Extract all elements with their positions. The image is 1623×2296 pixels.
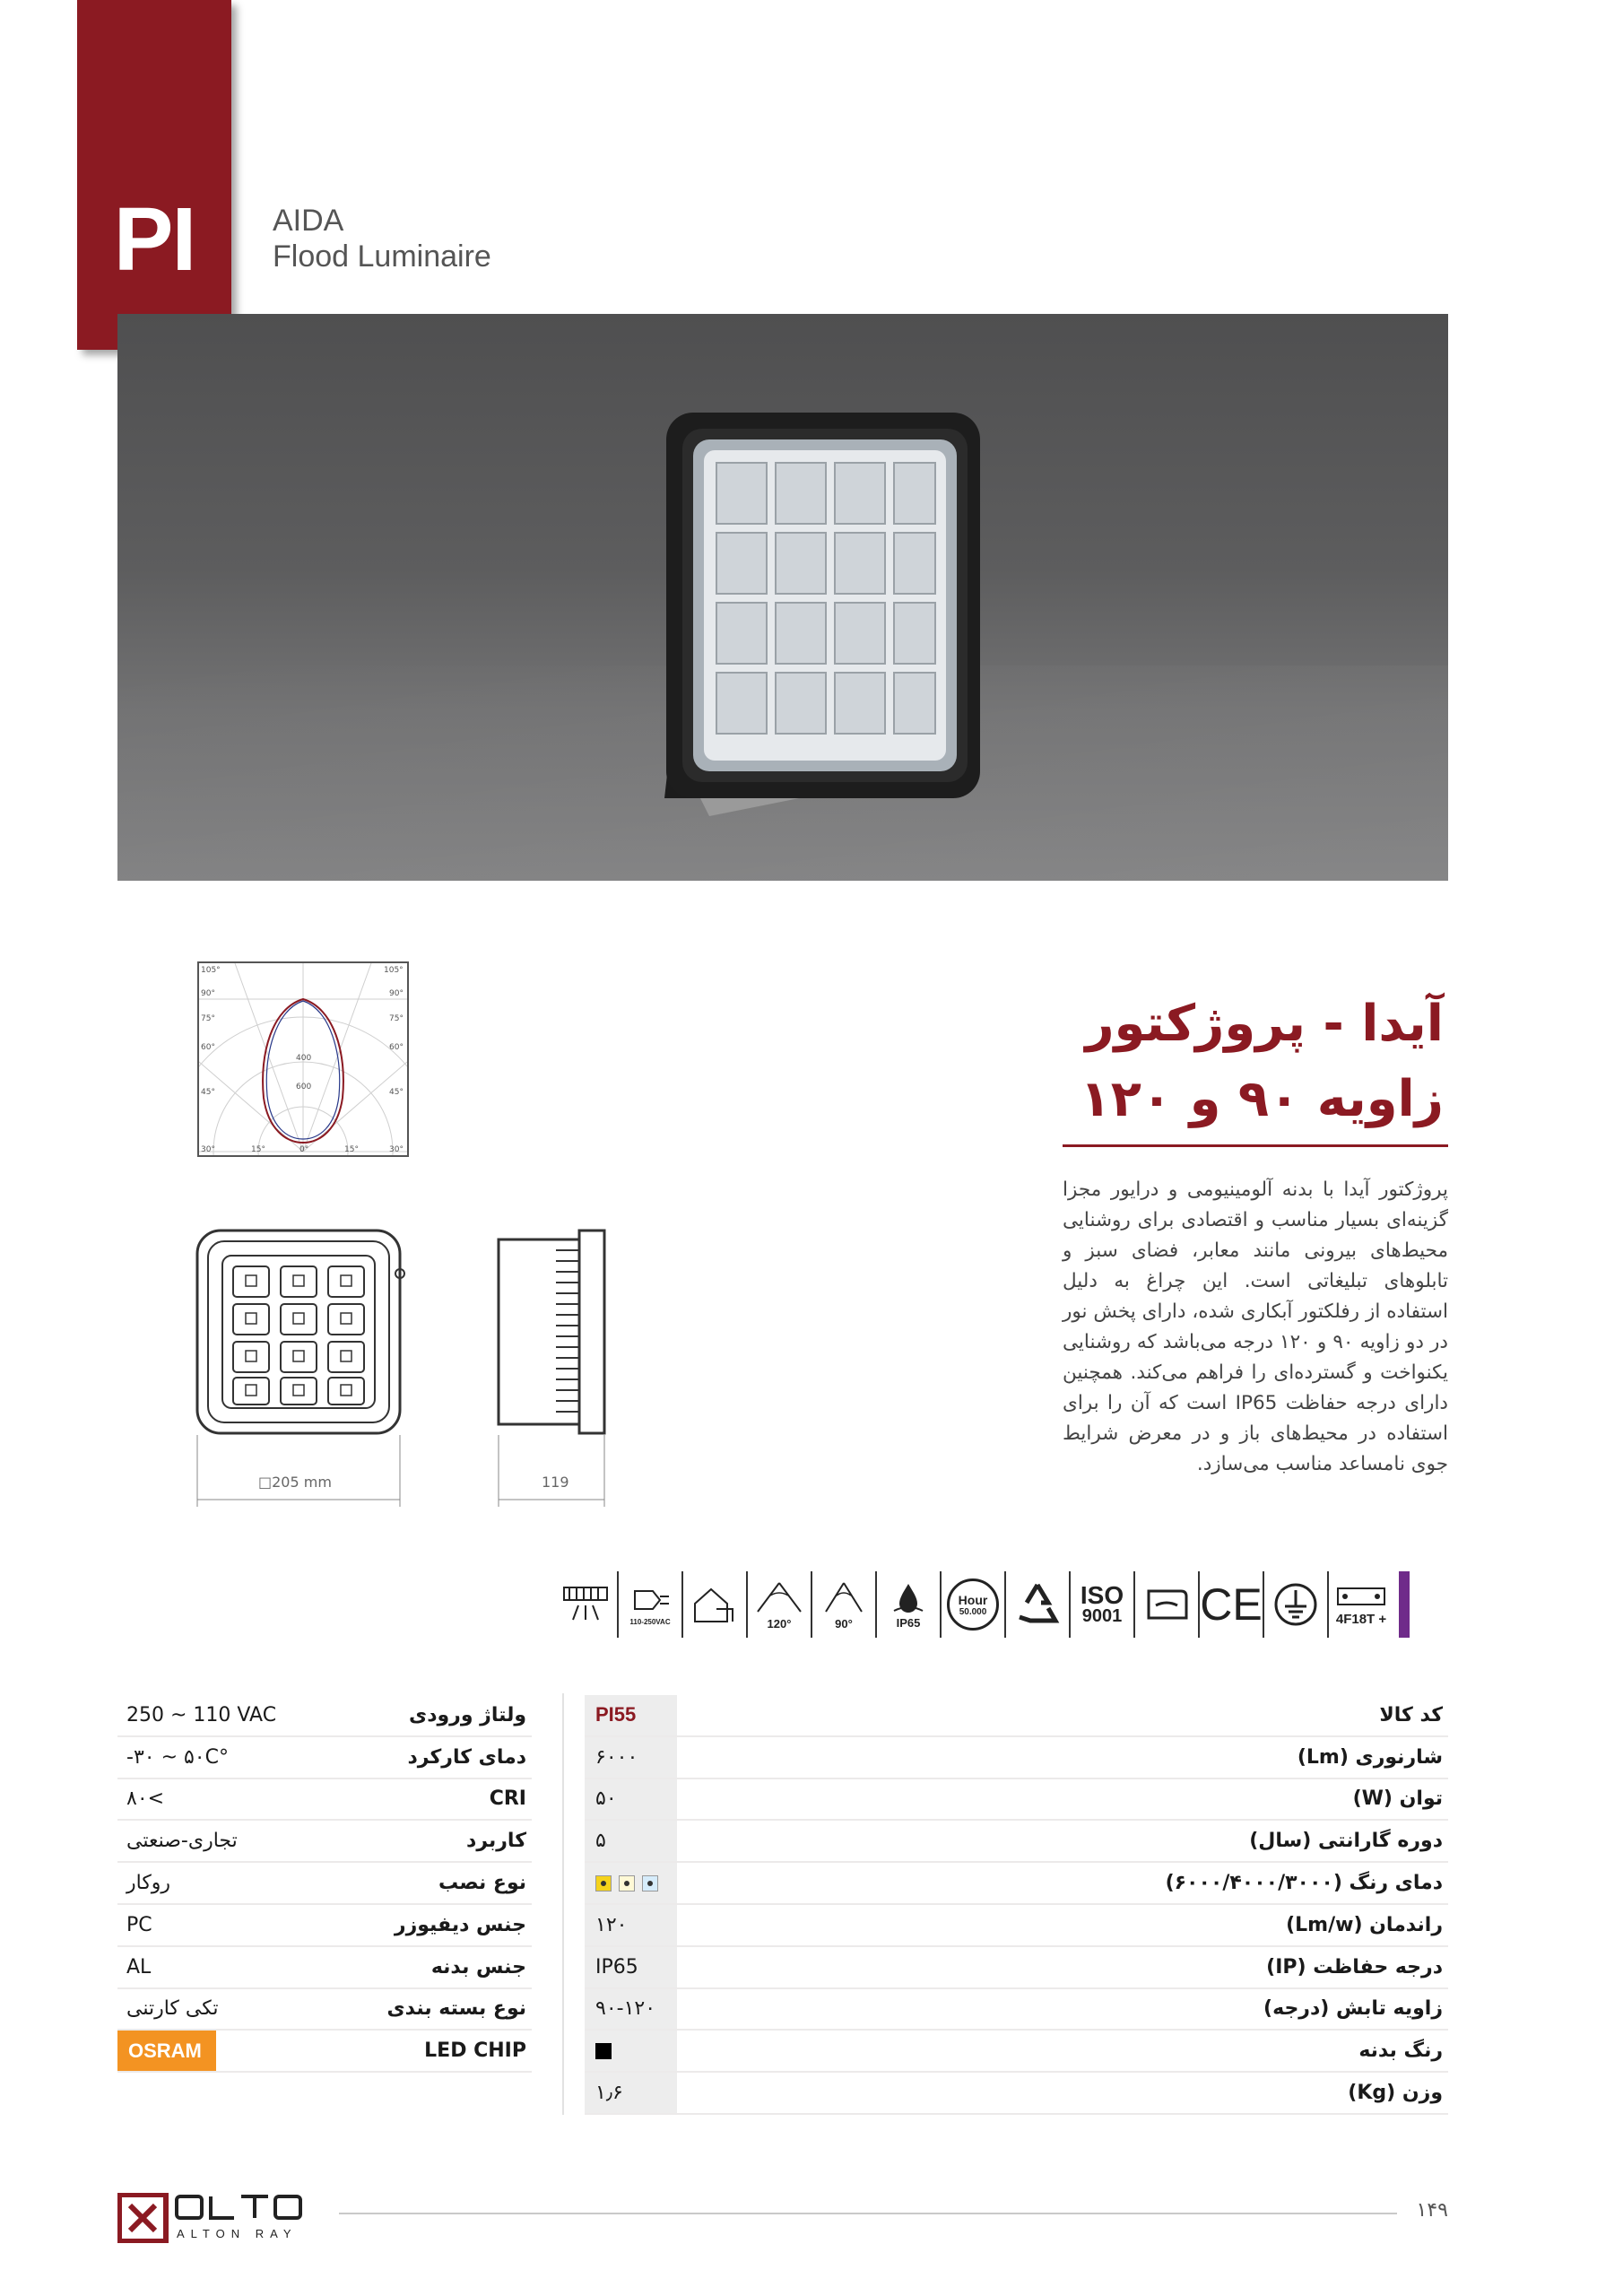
polar-label: 105° bbox=[201, 966, 221, 975]
category-code: PI bbox=[113, 189, 195, 290]
product-description: پروژکتور آیدا با بدنه آلومینیومی و درایور مجزا گزینه‌ای بسیار مناسب و اقتصادی برای روشنایی محیط‌های بیرونی مانند معابر، فضای سبز و تابلوهای تبلیغاتی است. این چراغ به دلیل استفاده از رفلکتور آبکاری شده، دارای پخش نور در دو زاویه ۹۰ و ۱۲۰ درجه می‌باشد که روشنایی یکنواخت و گسترده‌ای را فراهم می‌کند. همچنین دارای درجه حفاظت IP65 است که آن را برای استفاده در محیط‌های باز و در معرض شرایط جوی نامساعد مناسب می‌سازد. bbox=[1063, 1178, 1448, 1475]
angle90-caption: 90° bbox=[835, 1616, 853, 1631]
polar-label: 90° bbox=[389, 989, 404, 998]
iso-top-caption: ISO bbox=[1080, 1581, 1124, 1609]
beam-angle-120-icon bbox=[748, 1571, 812, 1638]
table-separator bbox=[562, 1693, 564, 2115]
led-chip-brand-badge: OSRAM bbox=[117, 2031, 216, 2071]
spec-label: جنس دیفیوزر bbox=[394, 1913, 526, 1936]
table-row bbox=[585, 1905, 1448, 1947]
spec-value: ۵ bbox=[585, 1821, 677, 1861]
cool-white-swatch bbox=[642, 1875, 658, 1892]
table-row bbox=[585, 1821, 1448, 1863]
spec-value: روکار bbox=[126, 1872, 171, 1895]
angle120-caption: 120° bbox=[767, 1616, 792, 1631]
brand-title bbox=[273, 203, 491, 274]
table-row bbox=[117, 2031, 532, 2073]
table-row bbox=[585, 1695, 1448, 1737]
ce-mark-icon bbox=[1200, 1571, 1264, 1638]
table-row bbox=[117, 1905, 532, 1947]
title-divider bbox=[1063, 1144, 1448, 1147]
beam-angle-90-icon bbox=[812, 1571, 877, 1638]
spec-label: درجه حفاظت (IP) bbox=[1266, 1955, 1443, 1979]
spec-value: ۱۲۰ bbox=[585, 1905, 677, 1945]
table-row bbox=[585, 1779, 1448, 1822]
polar-label: 45° bbox=[389, 1088, 404, 1097]
polar-label: 60° bbox=[389, 1043, 404, 1052]
table-row bbox=[117, 1989, 532, 2031]
hour-top-caption: Hour bbox=[958, 1592, 988, 1607]
table-row bbox=[585, 2073, 1448, 2115]
spec-label: شارنوری (Lm) bbox=[1297, 1745, 1443, 1769]
voltage-caption: 110-250VAC bbox=[629, 1617, 671, 1626]
spec-label: توان (W) bbox=[1352, 1787, 1443, 1811]
alton-ray-logo bbox=[117, 2193, 315, 2243]
product-title bbox=[906, 987, 1444, 1137]
spec-value: ۶۰۰۰ bbox=[585, 1737, 677, 1778]
spec-label: دوره گارانتی (سال) bbox=[1249, 1830, 1443, 1853]
technical-drawings bbox=[188, 1220, 628, 1516]
recycle-icon bbox=[1006, 1571, 1071, 1638]
table-row bbox=[117, 1863, 532, 1905]
ce-caption: CE bbox=[1200, 1579, 1263, 1630]
table-row bbox=[585, 2031, 1448, 2073]
ballast-t4-icon bbox=[1329, 1571, 1393, 1638]
polar-distribution-diagram bbox=[197, 961, 409, 1157]
warm-white-swatch bbox=[595, 1875, 612, 1892]
spec-label: LED CHIP bbox=[424, 2039, 526, 2063]
spec-value: ۸۰< bbox=[126, 1787, 165, 1811]
indoor-outdoor-icon bbox=[683, 1571, 748, 1638]
title-line1: آیدا - پروژکتور bbox=[1085, 995, 1444, 1053]
ip-rating-drop-icon bbox=[877, 1571, 942, 1638]
header-tab bbox=[77, 0, 231, 350]
accent-bar bbox=[1399, 1571, 1410, 1638]
spec-value: تجاری-صنعتی bbox=[126, 1830, 238, 1853]
polar-label: 75° bbox=[389, 1014, 404, 1023]
footer-divider bbox=[339, 2213, 1397, 2214]
polar-label: 30° bbox=[201, 1145, 215, 1154]
polar-ring-label: 600 bbox=[296, 1083, 312, 1091]
logo-text: ALTON RAY bbox=[177, 2227, 298, 2240]
spec-label: رنگ بدنه bbox=[1358, 2039, 1443, 2063]
spec-value: ۵۰ bbox=[585, 1779, 677, 1820]
polar-label: 90° bbox=[201, 989, 215, 998]
polar-label: 45° bbox=[201, 1088, 215, 1097]
spec-label: دمای رنگ (۶۰۰۰/۴۰۰۰/۳۰۰۰) bbox=[1165, 1872, 1443, 1895]
floodlight-illustration bbox=[117, 314, 1448, 881]
side-specs-table bbox=[117, 1695, 532, 2073]
neutral-white-swatch bbox=[619, 1875, 635, 1892]
table-row bbox=[585, 1737, 1448, 1779]
brand-line1: AIDA bbox=[273, 204, 344, 238]
hour-bottom-caption: 50.000 bbox=[959, 1606, 987, 1617]
polar-ring-label: 400 bbox=[296, 1054, 312, 1063]
body-color-swatch bbox=[595, 2043, 612, 2059]
spec-value: 250 ~ 110 VAC bbox=[126, 1703, 277, 1726]
front-dimension-label: □205 mm bbox=[258, 1474, 332, 1491]
earth-ground-icon bbox=[1264, 1571, 1329, 1638]
polar-label: 30° bbox=[389, 1145, 404, 1154]
spec-value: PC bbox=[126, 1913, 152, 1936]
spec-label: نوع نصب bbox=[438, 1872, 526, 1895]
brand-line2: Flood Luminaire bbox=[273, 239, 491, 274]
table-row bbox=[117, 1737, 532, 1779]
lifetime-hours-icon bbox=[942, 1571, 1006, 1638]
spec-label: CRI bbox=[489, 1787, 526, 1811]
product-hero-image bbox=[117, 314, 1448, 881]
table-row bbox=[585, 1863, 1448, 1905]
page-number: ۱۴۹ bbox=[1416, 2199, 1448, 2222]
polar-label: 15° bbox=[344, 1145, 359, 1154]
table-row bbox=[117, 1779, 532, 1822]
main-specs-table bbox=[585, 1695, 1448, 2115]
title-line2: زاویه ۹۰ و ۱۲۰ bbox=[1080, 1070, 1444, 1128]
spec-label: کد کالا bbox=[1379, 1703, 1443, 1726]
spec-label: راندمان (Lm/w) bbox=[1286, 1913, 1443, 1936]
spec-value: تکی کارتنی bbox=[126, 1997, 219, 2021]
iso-bottom-caption: 9001 bbox=[1081, 1606, 1123, 1626]
ip-caption: IP65 bbox=[896, 1615, 921, 1630]
feature-icons-row bbox=[554, 1571, 1451, 1638]
polar-label: 15° bbox=[251, 1145, 265, 1154]
color-temp-swatches bbox=[585, 1863, 677, 1903]
standard-mark-icon bbox=[1135, 1571, 1200, 1638]
spec-label: وزن (Kg) bbox=[1348, 2082, 1443, 2105]
spec-label: ولتاژ ورودی bbox=[409, 1703, 526, 1726]
product-code-value: PI55 bbox=[595, 1703, 637, 1726]
table-row bbox=[117, 1821, 532, 1863]
spec-value: ۹۰-۱۲۰ bbox=[585, 1989, 677, 2030]
spec-label: جنس بدنه bbox=[430, 1955, 526, 1979]
table-row bbox=[117, 1947, 532, 1989]
table-row bbox=[585, 1947, 1448, 1989]
spec-label: کاربرد bbox=[466, 1830, 526, 1853]
polar-label: 60° bbox=[201, 1043, 215, 1052]
spec-value: AL bbox=[126, 1955, 152, 1979]
polar-label: 75° bbox=[201, 1014, 215, 1023]
voltage-plug-icon bbox=[619, 1571, 683, 1638]
heatsink-icon bbox=[554, 1571, 619, 1638]
spec-value: -۳۰ ~ ۵۰C° bbox=[126, 1745, 229, 1769]
table-row bbox=[117, 1695, 532, 1737]
table-row bbox=[585, 1989, 1448, 2031]
spec-label: دمای کارکرد bbox=[407, 1745, 526, 1769]
spec-value: ۱٫۶ bbox=[585, 2073, 677, 2113]
iso-certification-icon bbox=[1071, 1571, 1135, 1638]
t4-caption: 4F18T + bbox=[1335, 1611, 1387, 1627]
spec-value: IP65 bbox=[585, 1947, 677, 1987]
side-dimension-label: 119 bbox=[542, 1474, 569, 1491]
spec-label: زاویه تابش (درجه) bbox=[1263, 1997, 1443, 2021]
polar-label: 105° bbox=[384, 966, 404, 975]
polar-label: 0° bbox=[299, 1145, 309, 1154]
spec-label: نوع بسته بندی bbox=[386, 1997, 526, 2021]
